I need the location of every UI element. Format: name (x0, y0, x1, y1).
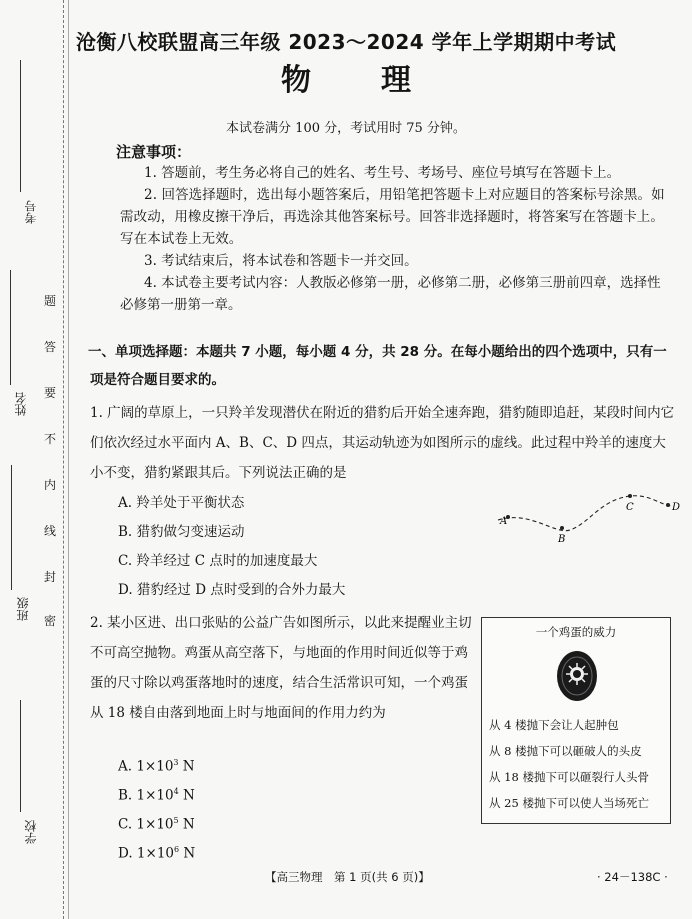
exam-info: 本试卷满分 100 分，考试用时 75 分钟。 (226, 121, 466, 136)
poster-title: 一个鸡蛋的威力 (535, 625, 617, 639)
section-heading: 一、单项选择题：本题共 7 小题，每小题 4 分，共 28 分。在每小题给出的四个选项中，只有一项是符合题目要求的。 (88, 344, 667, 388)
point-c-label: C (626, 502, 634, 513)
seal-char-5: 内 (44, 478, 57, 492)
q1-option-d: D. 猎豹经过 D 点时受到的合外力最大 (118, 582, 346, 598)
q2-stem: 2. 某小区进、出口张贴的公益广告如图所示，以此来提醒业主切不可高空抛物。鸡蛋从高空落下，与地面的作用时间近似等于鸡蛋的尺寸除以鸡蛋落地时的速度，结合生活常识可知，一个鸡蛋从 18 楼自由落到地面上时与地面间的作用力约为 (90, 615, 472, 721)
exam-title: 沧衡八校联盟高三年级 2023～2024 学年上学期期中考试 (75, 30, 617, 54)
q1-option-b: B. 猎豹做匀变速运动 (118, 524, 245, 540)
point-d-label: D (672, 502, 681, 513)
seal-char-7: 封 (44, 570, 57, 584)
label-kaohao: 考号 (24, 200, 38, 224)
subject-title: 物理 (281, 63, 481, 98)
page-footer: 【高三物理 第 1 页(共 6 页)】 (265, 870, 430, 884)
notice-item-3: 3. 考试结束后，将本试卷和答题卡一并交回。 (144, 253, 418, 269)
point-a-label: A (500, 516, 508, 527)
q1-option-c: C. 羚羊经过 C 点时的加速度最大 (118, 553, 318, 569)
label-banji: 班级 (16, 597, 30, 621)
notice-item-1: 1. 答题前，考生务必将自己的姓名、考生号、考场号、座位号填写在答题卡上。 (144, 165, 621, 181)
seal-char-1: 题 (44, 294, 57, 308)
label-xingming: 姓名 (14, 392, 28, 416)
seal-char-6: 线 (44, 524, 57, 538)
q2-option-d: D. $1\times 10^6$ N (118, 845, 196, 862)
q1-option-a: A. 羚羊处于平衡状态 (118, 495, 245, 511)
seal-char-2: 答 (44, 340, 57, 354)
q2-option-b: B. $1\times 10^4$ N (118, 787, 195, 804)
q1-trajectory-figure (490, 480, 690, 550)
egg-icon (552, 646, 602, 704)
notice-heading: 注意事项： (116, 143, 192, 161)
q2-option-a: A. $1\times 10^3$ N (118, 758, 195, 775)
poster-line-3: 从 18 楼抛下可以砸裂行人头骨 (489, 770, 649, 784)
label-xuexiao: 学校 (24, 820, 38, 844)
q1-stem: 1. 广阔的草原上，一只羚羊发现潜伏在附近的猎豹后开始全速奔跑，猎豹随即追赶，某段时间内它们依次经过水平面内 A、B、C、D 四点，其运动轨迹为如图所示的虚线。此过程中羚羊的速度大小不变，猎豹紧跟其后。下列说法正确的是 (90, 405, 675, 481)
binding-dashed-line (63, 0, 65, 919)
xuexiao-underline (20, 700, 21, 812)
point-d-dot (666, 503, 670, 507)
poster-line-4: 从 25 楼抛下可以使人当场死亡 (489, 796, 649, 810)
notice-item-2: 2. 回答选择题时，选出每小题答案后，用铅笔把答题卡上对应题目的答案标号涂黑。如需改动，用橡皮擦干净后，再选涂其他答案标号。回答非选择题时，将答案写在答题卡上。写在本试卷上无效。 (120, 187, 665, 247)
point-b-dot (560, 526, 564, 530)
banji-underline (11, 465, 12, 590)
q2-option-c: C. $1\times 10^5$ N (118, 816, 195, 833)
binding-solid-line (68, 0, 70, 919)
poster-line-1: 从 4 楼抛下会让人起肿包 (489, 718, 619, 732)
point-c-dot (628, 494, 632, 498)
seal-char-4: 不 (44, 432, 57, 446)
point-b-label: B (558, 534, 566, 545)
trajectory-dashed-curve (498, 496, 672, 531)
seal-char-3: 要 (44, 386, 57, 400)
paper-code: · 24－138C · (597, 870, 668, 884)
xingming-underline (10, 270, 11, 385)
seal-char-8: 密 (44, 614, 57, 628)
egg-poster (481, 617, 671, 824)
poster-line-2: 从 8 楼抛下可以砸破人的头皮 (489, 744, 642, 758)
notice-item-4: 4. 本试卷主要考试内容：人教版必修第一册，必修第二册，必修第三册前四章，选择性必修第一册第一章。 (120, 275, 661, 313)
